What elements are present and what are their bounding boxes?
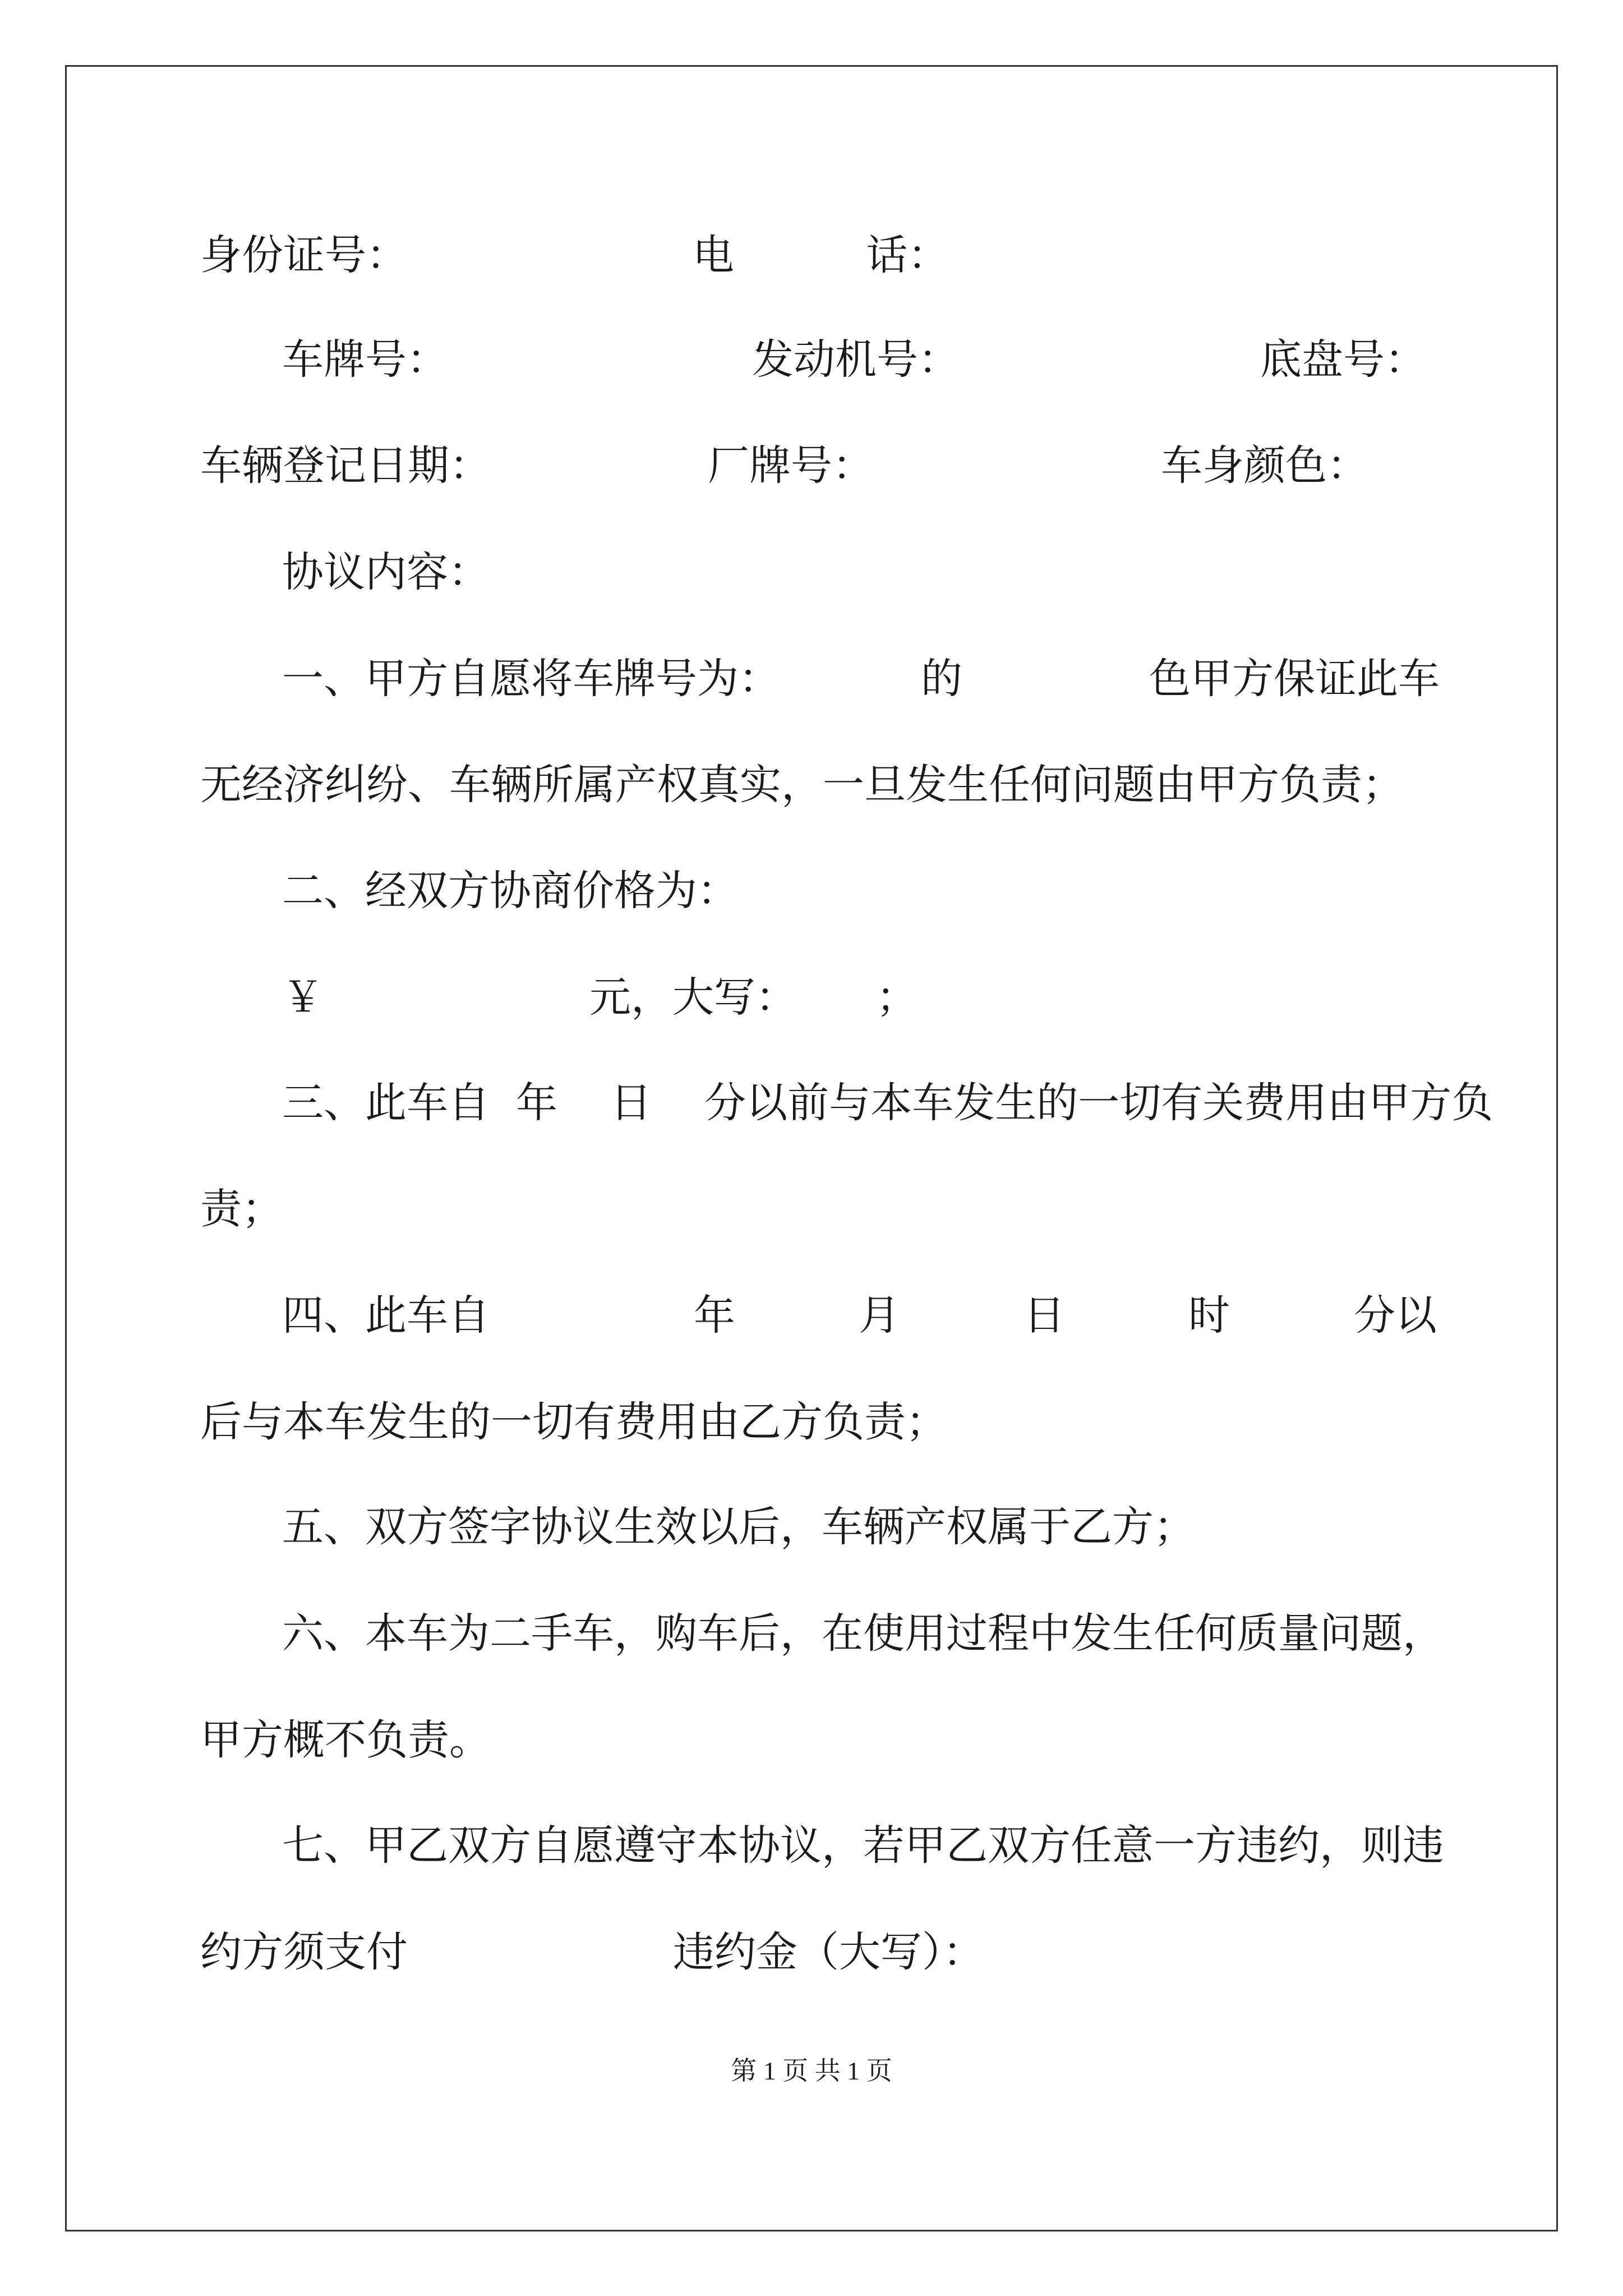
clause-3-line-2: 责；	[200, 1185, 283, 1233]
clause-7-part-a: 约方须支付	[200, 1928, 408, 1976]
clause-4-part-a: 四、此车自	[282, 1291, 490, 1340]
engine-label: 发动机号：	[752, 335, 960, 384]
brand-label: 厂牌号：	[708, 441, 874, 490]
clause-1-line-1	[200, 654, 1440, 704]
clause-5: 五、双方签字协议生效以后，车辆产权属于乙方；	[282, 1503, 1195, 1551]
clause-6-line-1: 六、本车为二手车，购车后，在使用过程中发生任何质量问题，	[282, 1609, 1444, 1658]
clause-3-line-1: 三、此车自 年 日 分以前与本车发生的一切有关费用由甲方负	[282, 1079, 1493, 1127]
color-label: 车身颜色：	[1161, 441, 1368, 490]
clause-4-minute: 分以	[1354, 1291, 1437, 1340]
price-yuan-text: 元，大写： ；	[589, 973, 918, 1022]
clause-1-part-c: 色甲方保证此车	[1149, 655, 1440, 703]
content-heading: 协议内容：	[282, 548, 490, 596]
clause-6-line-2: 甲方概不负责。	[200, 1716, 491, 1764]
clause-7-line-1: 七、甲乙双方自愿遵守本协议，若甲乙双方任意一方违约，则违	[282, 1821, 1444, 1870]
clause-7-part-b: 违约金（大写）：	[673, 1928, 984, 1976]
field-row-date-brand-color	[200, 440, 1368, 491]
chassis-label: 底盘号：	[1260, 335, 1426, 384]
reg-date-label: 车辆登记日期：	[200, 441, 491, 490]
field-row-plate-engine-chassis	[200, 334, 1426, 385]
clause-4-day: 日	[1023, 1291, 1065, 1340]
plate-label: 车牌号：	[282, 335, 448, 384]
field-row-id-phone	[200, 230, 949, 280]
phone-label: 电 话：	[693, 231, 949, 279]
clause-4-year: 年	[694, 1291, 735, 1340]
yen-sign: ￥	[282, 973, 324, 1022]
clause-1-part-a: 一、甲方自愿将车牌号为：	[282, 655, 780, 703]
clause-1-line-2: 无经济纠纷、车辆所属产权真实，一旦发生任何问题由甲方负责；	[200, 761, 1404, 809]
clause-4-line-1	[200, 1290, 1437, 1341]
clause-7-line-2	[200, 1927, 984, 1977]
clause-4-month: 月	[859, 1291, 900, 1340]
clause-2: 二、经双方协商价格为：	[282, 867, 739, 915]
clause-4-hour: 时	[1188, 1291, 1230, 1340]
clause-1-part-b: 的	[921, 655, 962, 703]
page-number: 第 1 页 共 1 页	[731, 2056, 892, 2085]
page-border	[65, 65, 1558, 2231]
id-number-label: 身份证号：	[200, 231, 408, 279]
clause-2-price-row	[282, 972, 918, 1023]
clause-4-line-2: 后与本车发生的一切有费用由乙方负责；	[200, 1398, 947, 1446]
